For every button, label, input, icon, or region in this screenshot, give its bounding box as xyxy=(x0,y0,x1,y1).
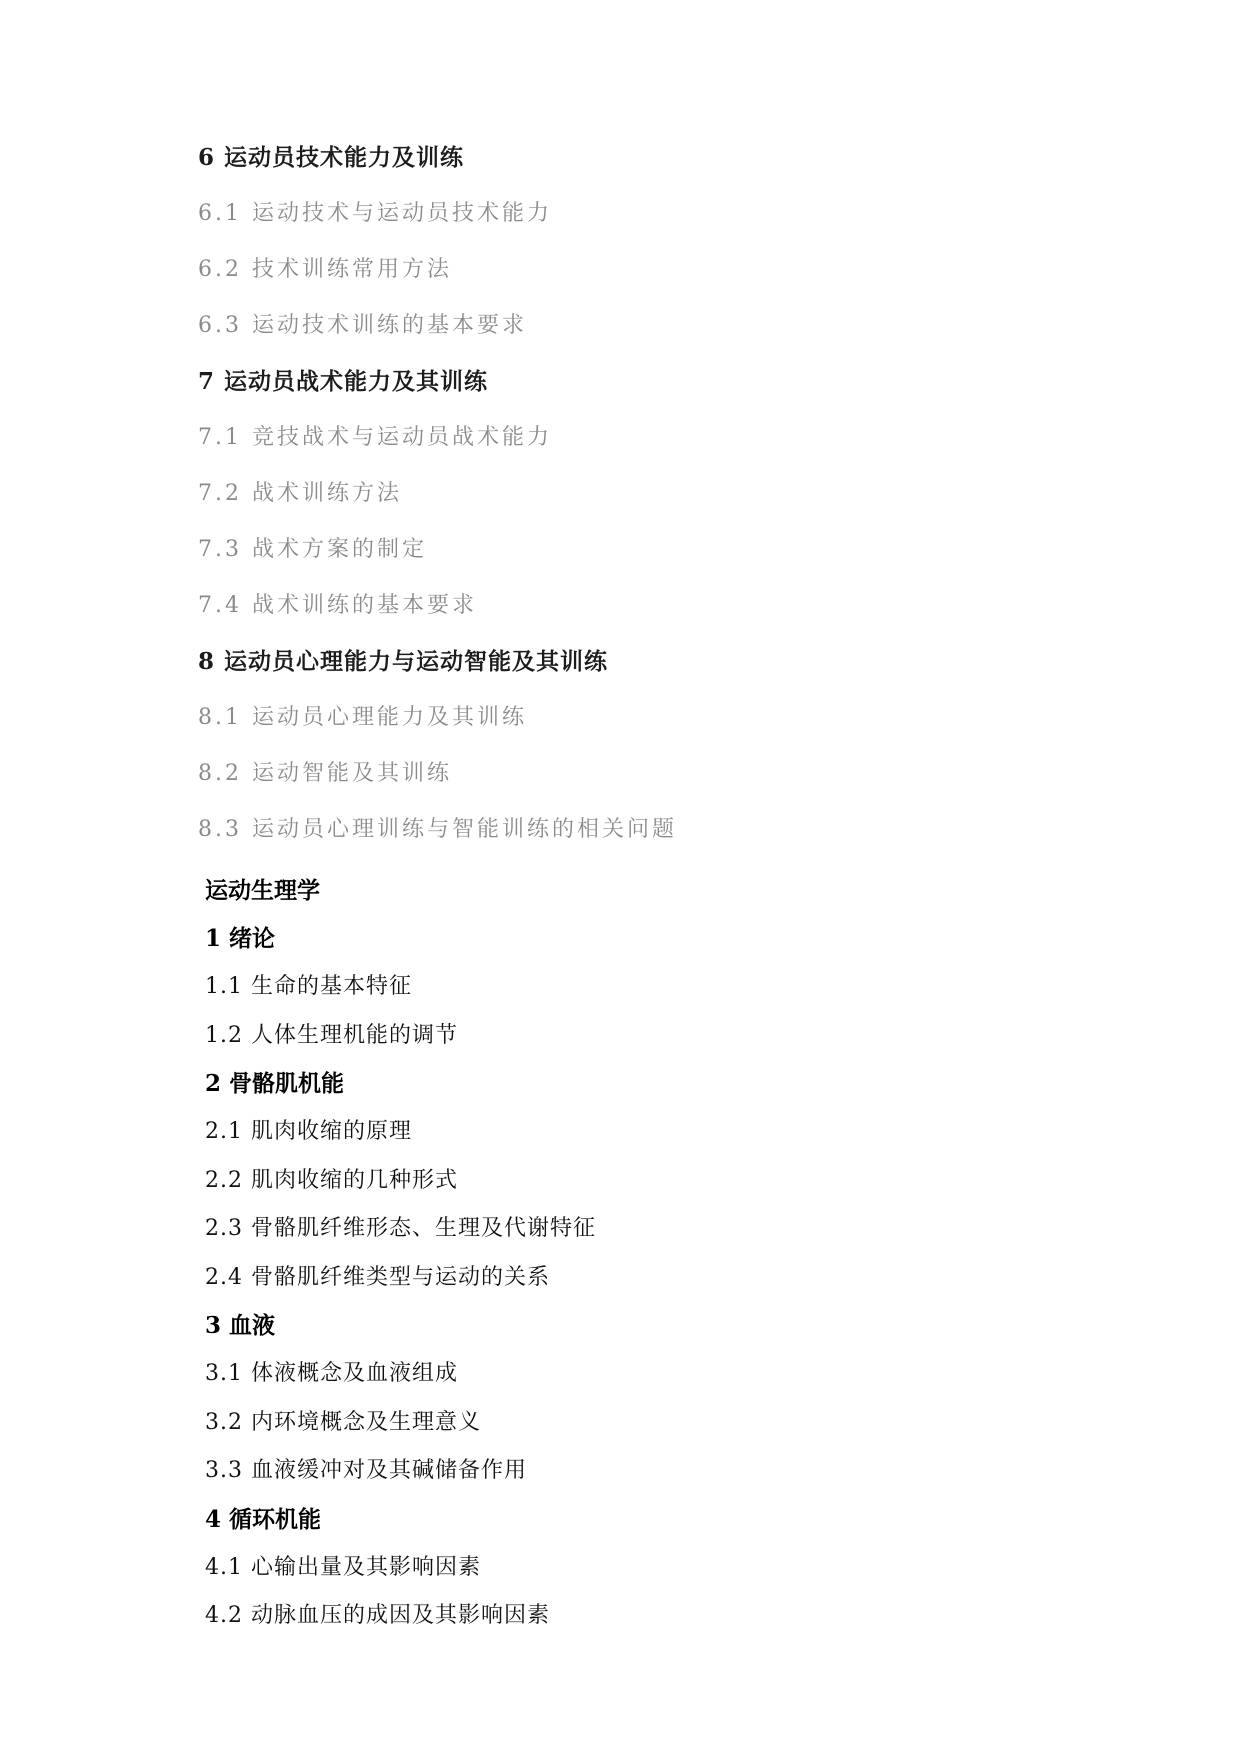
chapter-item: 3.3 血液缓冲对及其碱储备作用 xyxy=(205,1458,527,1483)
chapter-item: 3.1 体液概念及血液组成 xyxy=(205,1361,458,1386)
chapter-item: 2.4 骨骼肌纤维类型与运动的关系 xyxy=(205,1264,550,1290)
chapter-item: 7.3 战术方案的制定 xyxy=(198,537,427,562)
chapter-item: 6.2 技术训练常用方法 xyxy=(198,257,452,282)
chapter-item: 6.1 运动技术与运动员技术能力 xyxy=(198,201,552,226)
chapter-heading: 2 骨骼肌机能 xyxy=(205,1070,345,1097)
chapter-item: 2.3 骨骼肌纤维形态、生理及代谢特征 xyxy=(205,1216,596,1241)
chapter-item: 7.2 战术训练方法 xyxy=(198,481,402,506)
chapter-item: 1.2 人体生理机能的调节 xyxy=(205,1022,458,1048)
chapter-item: 3.2 内环境概念及生理意义 xyxy=(205,1409,481,1435)
chapter-heading: 6 运动员技术能力及训练 xyxy=(198,144,465,171)
chapter-item: 7.4 战术训练的基本要求 xyxy=(198,593,477,618)
chapter-item: 8.1 运动员心理能力及其训练 xyxy=(198,705,527,730)
chapter-item: 4.2 动脉血压的成因及其影响因素 xyxy=(205,1603,550,1628)
chapter-item: 6.3 运动技术训练的基本要求 xyxy=(198,313,527,338)
chapter-item: 8.3 运动员心理训练与智能训练的相关问题 xyxy=(198,817,677,842)
chapter-heading: 1 绪论 xyxy=(205,925,276,952)
subject-title: 运动生理学 xyxy=(205,877,320,904)
training-outline-section xyxy=(198,130,1098,858)
chapter-heading: 3 血液 xyxy=(205,1312,276,1339)
chapter-item: 1.1 生命的基本特征 xyxy=(205,974,412,999)
chapter-item: 2.2 肌肉收缩的几种形式 xyxy=(205,1167,458,1193)
chapter-item: 7.1 竞技战术与运动员战术能力 xyxy=(198,425,552,450)
chapter-item: 2.1 肌肉收缩的原理 xyxy=(205,1119,412,1144)
chapter-heading: 8 运动员心理能力与运动智能及其训练 xyxy=(198,648,609,675)
physiology-outline-section xyxy=(205,867,1105,1641)
chapter-item: 4.1 心输出量及其影响因素 xyxy=(205,1554,481,1580)
chapter-heading: 7 运动员战术能力及其训练 xyxy=(198,368,489,395)
chapter-item: 8.2 运动智能及其训练 xyxy=(198,761,452,786)
chapter-heading: 4 循环机能 xyxy=(205,1505,322,1533)
